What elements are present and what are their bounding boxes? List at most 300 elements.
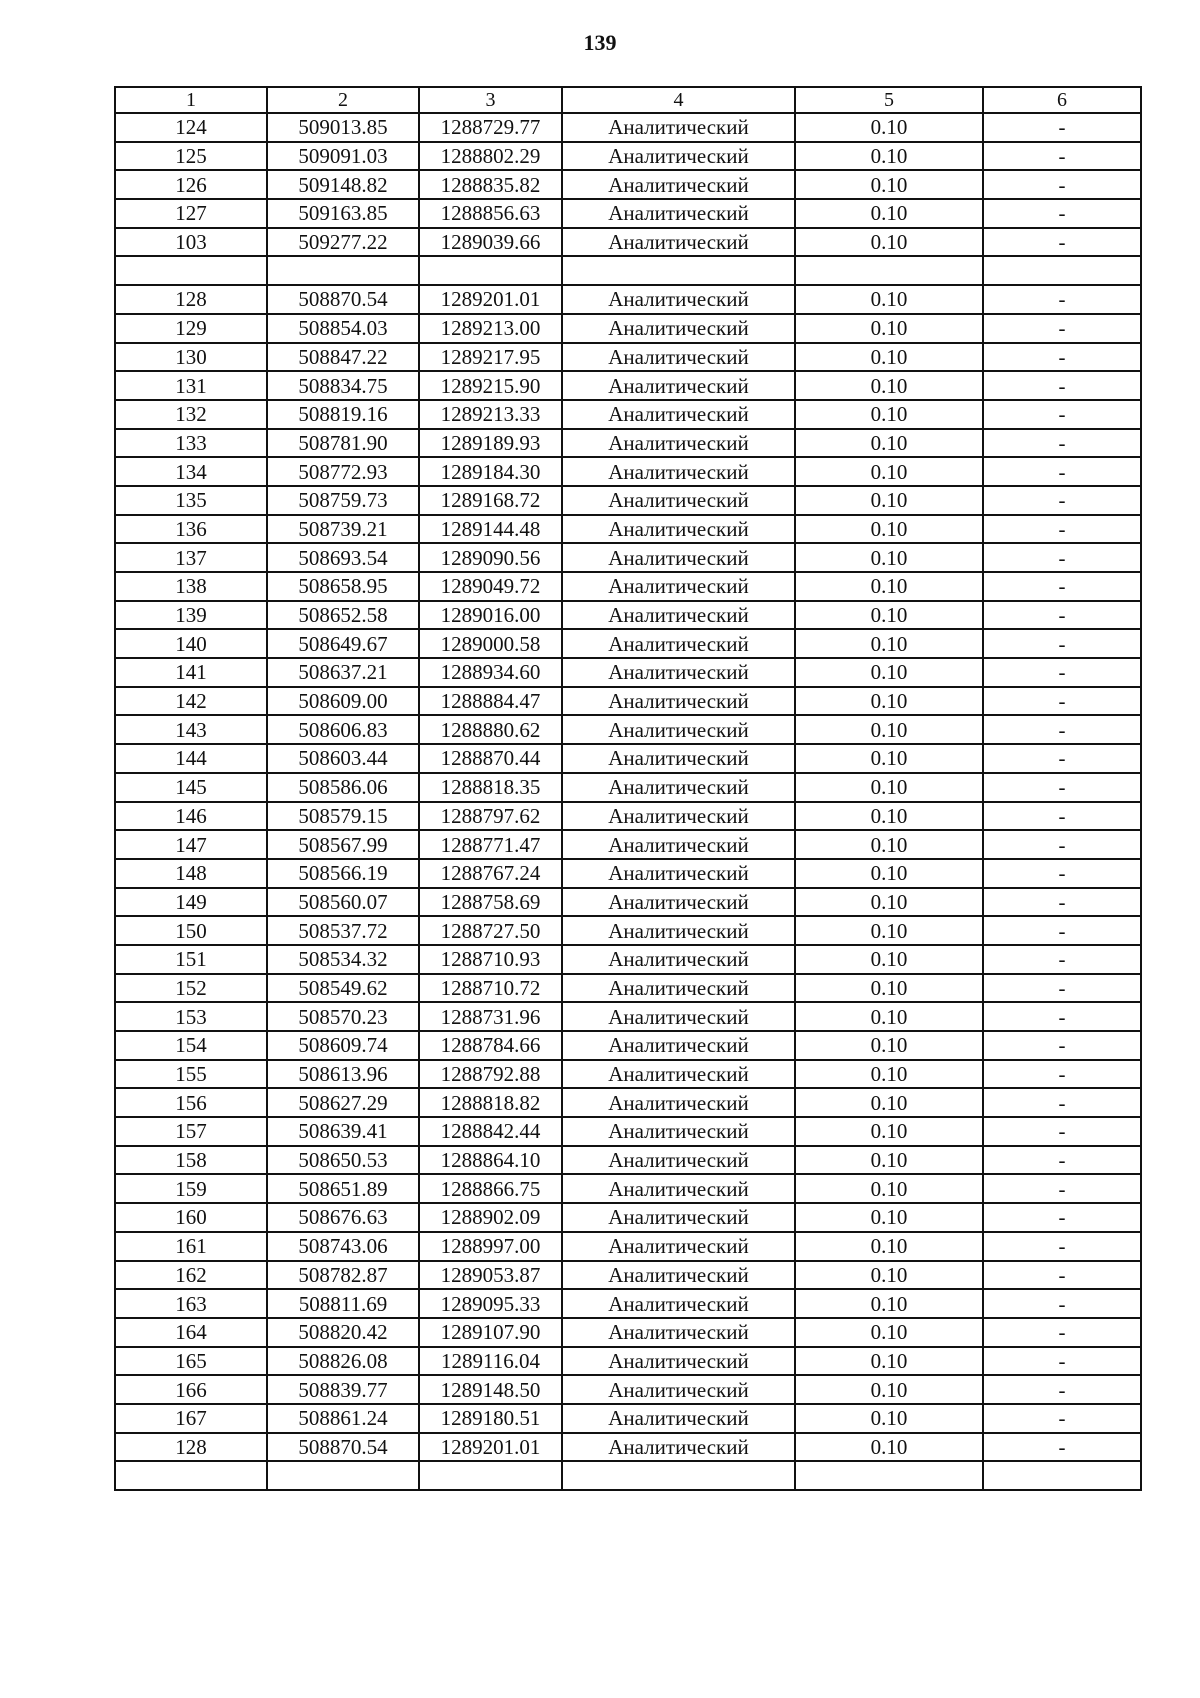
cell-accuracy: 0.10	[795, 916, 983, 945]
table-row	[115, 1232, 1141, 1261]
cell-point-number: 149	[115, 888, 267, 917]
cell-method: Аналитический	[562, 1146, 795, 1175]
cell-method: Аналитический	[562, 601, 795, 630]
cell-accuracy: 0.10	[795, 1060, 983, 1089]
cell-y-coordinate: 1289168.72	[419, 486, 562, 515]
cell-accuracy: 0.10	[795, 1031, 983, 1060]
cell-point-number: 164	[115, 1318, 267, 1347]
header-cell-col-4: 4	[562, 87, 795, 113]
cell-x-coordinate: 508819.16	[267, 400, 419, 429]
table-row	[115, 974, 1141, 1003]
cell-accuracy: 0.10	[795, 744, 983, 773]
cell-accuracy: 0.10	[795, 1375, 983, 1404]
cell-method: Аналитический	[562, 687, 795, 716]
cell-method: Аналитический	[562, 859, 795, 888]
cell-y-coordinate: 1288802.29	[419, 142, 562, 171]
table-row	[115, 457, 1141, 486]
cell-note: -	[983, 601, 1141, 630]
cell-y-coordinate: 1288731.96	[419, 1002, 562, 1031]
cell-y-coordinate: 1289116.04	[419, 1347, 562, 1376]
cell-accuracy: 0.10	[795, 285, 983, 314]
cell-note: -	[983, 228, 1141, 257]
cell-point-number: 142	[115, 687, 267, 716]
table-row	[115, 199, 1141, 228]
cell-x-coordinate: 508609.74	[267, 1031, 419, 1060]
cell-x-coordinate: 509091.03	[267, 142, 419, 171]
cell-accuracy: 0.10	[795, 715, 983, 744]
header-cell-col-1: 1	[115, 87, 267, 113]
cell-x-coordinate: 508649.67	[267, 629, 419, 658]
cell-accuracy: 0.10	[795, 515, 983, 544]
cell-y-coordinate: 1289090.56	[419, 543, 562, 572]
cell-x-coordinate: 508651.89	[267, 1174, 419, 1203]
cell-accuracy: 0.10	[795, 629, 983, 658]
cell-note: -	[983, 170, 1141, 199]
cell-y-coordinate: 1289217.95	[419, 343, 562, 372]
cell-method: Аналитический	[562, 457, 795, 486]
cell-y-coordinate: 1289107.90	[419, 1318, 562, 1347]
cell-accuracy: 0.10	[795, 601, 983, 630]
cell-y-coordinate: 1289039.66	[419, 228, 562, 257]
cell-method: Аналитический	[562, 830, 795, 859]
cell-accuracy: 0.10	[795, 1232, 983, 1261]
cell-y-coordinate: 1289213.33	[419, 400, 562, 429]
cell-y-coordinate: 1289215.90	[419, 371, 562, 400]
cell-accuracy: 0.10	[795, 543, 983, 572]
cell-method: Аналитический	[562, 429, 795, 458]
cell-point-number: 161	[115, 1232, 267, 1261]
cell-y-coordinate: 1288710.93	[419, 945, 562, 974]
cell-method: Аналитический	[562, 515, 795, 544]
header-cell-col-6: 6	[983, 87, 1141, 113]
cell-x-coordinate: 508586.06	[267, 773, 419, 802]
cell-x-coordinate: 508847.22	[267, 343, 419, 372]
cell-accuracy: 0.10	[795, 572, 983, 601]
table-row	[115, 1375, 1141, 1404]
table-header	[115, 87, 1141, 113]
cell-point-number: 134	[115, 457, 267, 486]
table-row	[115, 687, 1141, 716]
cell-note: -	[983, 687, 1141, 716]
cell-note: -	[983, 629, 1141, 658]
cell-point-number: 148	[115, 859, 267, 888]
cell-y-coordinate: 1288784.66	[419, 1031, 562, 1060]
cell-method: Аналитический	[562, 658, 795, 687]
cell-point-number: 137	[115, 543, 267, 572]
cell-note: -	[983, 974, 1141, 1003]
table-row	[115, 1347, 1141, 1376]
cell-x-coordinate: 508639.41	[267, 1117, 419, 1146]
cell-method: Аналитический	[562, 400, 795, 429]
cell-method: Аналитический	[562, 543, 795, 572]
cell-x-coordinate: 508637.21	[267, 658, 419, 687]
cell-x-coordinate: 508609.00	[267, 687, 419, 716]
cell-note: -	[983, 142, 1141, 171]
cell-accuracy: 0.10	[795, 658, 983, 687]
cell-method: Аналитический	[562, 1289, 795, 1318]
cell-point-number: 163	[115, 1289, 267, 1318]
cell-point-number: 162	[115, 1261, 267, 1290]
cell-method: Аналитический	[562, 629, 795, 658]
table-row	[115, 658, 1141, 687]
cell-note: -	[983, 916, 1141, 945]
cell-note: -	[983, 802, 1141, 831]
cell-point-number: 103	[115, 228, 267, 257]
cell-method: Аналитический	[562, 1002, 795, 1031]
cell-y-coordinate: 1288767.24	[419, 859, 562, 888]
table-row	[115, 429, 1141, 458]
cell-y-coordinate: 1288729.77	[419, 113, 562, 142]
cell-y-coordinate: 1288797.62	[419, 802, 562, 831]
cell-method: Аналитический	[562, 916, 795, 945]
cell-x-coordinate: 509163.85	[267, 199, 419, 228]
cell-accuracy: 0.10	[795, 974, 983, 1003]
cell-method: Аналитический	[562, 1404, 795, 1433]
cell-note: -	[983, 1232, 1141, 1261]
cell-x-coordinate: 508743.06	[267, 1232, 419, 1261]
cell-method: Аналитический	[562, 1318, 795, 1347]
cell-note: -	[983, 715, 1141, 744]
cell-accuracy: 0.10	[795, 1433, 983, 1462]
cell-y-coordinate: 1289184.30	[419, 457, 562, 486]
cell-note: -	[983, 1318, 1141, 1347]
table-row	[115, 1146, 1141, 1175]
cell-x-coordinate: 508870.54	[267, 1433, 419, 1462]
cell-x-coordinate: 508820.42	[267, 1318, 419, 1347]
table-row	[115, 601, 1141, 630]
cell-note: -	[983, 1375, 1141, 1404]
cell-point-number: 145	[115, 773, 267, 802]
cell-accuracy: 0.10	[795, 1318, 983, 1347]
table-row	[115, 142, 1141, 171]
cell-x-coordinate	[267, 256, 419, 285]
cell-y-coordinate: 1289180.51	[419, 1404, 562, 1433]
cell-point-number: 130	[115, 343, 267, 372]
cell-method: Аналитический	[562, 715, 795, 744]
cell-y-coordinate: 1289148.50	[419, 1375, 562, 1404]
cell-accuracy: 0.10	[795, 1117, 983, 1146]
header-cell-col-2: 2	[267, 87, 419, 113]
cell-accuracy: 0.10	[795, 888, 983, 917]
cell-y-coordinate: 1288934.60	[419, 658, 562, 687]
header-row	[115, 87, 1141, 113]
cell-note: -	[983, 1031, 1141, 1060]
cell-note: -	[983, 285, 1141, 314]
cell-x-coordinate: 508839.77	[267, 1375, 419, 1404]
cell-y-coordinate: 1288818.82	[419, 1088, 562, 1117]
cell-method: Аналитический	[562, 572, 795, 601]
cell-method: Аналитический	[562, 1031, 795, 1060]
table-row	[115, 1002, 1141, 1031]
cell-y-coordinate: 1288710.72	[419, 974, 562, 1003]
cell-note	[983, 256, 1141, 285]
cell-point-number: 125	[115, 142, 267, 171]
cell-point-number: 152	[115, 974, 267, 1003]
cell-method: Аналитический	[562, 199, 795, 228]
cell-x-coordinate: 508811.69	[267, 1289, 419, 1318]
cell-x-coordinate: 508870.54	[267, 285, 419, 314]
cell-y-coordinate: 1289000.58	[419, 629, 562, 658]
cell-x-coordinate: 508606.83	[267, 715, 419, 744]
cell-point-number: 132	[115, 400, 267, 429]
cell-note: -	[983, 543, 1141, 572]
cell-note: -	[983, 371, 1141, 400]
table-row	[115, 1404, 1141, 1433]
table-row	[115, 314, 1141, 343]
cell-x-coordinate: 508834.75	[267, 371, 419, 400]
table-row	[115, 113, 1141, 142]
cell-point-number: 167	[115, 1404, 267, 1433]
cell-note: -	[983, 744, 1141, 773]
cell-y-coordinate: 1288758.69	[419, 888, 562, 917]
cell-point-number: 165	[115, 1347, 267, 1376]
cell-point-number	[115, 1461, 267, 1490]
cell-point-number: 128	[115, 1433, 267, 1462]
cell-note: -	[983, 888, 1141, 917]
cell-accuracy: 0.10	[795, 945, 983, 974]
cell-accuracy: 0.10	[795, 830, 983, 859]
cell-x-coordinate: 508826.08	[267, 1347, 419, 1376]
table-row	[115, 1060, 1141, 1089]
cell-method: Аналитический	[562, 1117, 795, 1146]
cell-point-number: 156	[115, 1088, 267, 1117]
cell-method: Аналитический	[562, 343, 795, 372]
cell-x-coordinate: 508566.19	[267, 859, 419, 888]
cell-y-coordinate: 1288856.63	[419, 199, 562, 228]
cell-x-coordinate: 508570.23	[267, 1002, 419, 1031]
cell-y-coordinate: 1289213.00	[419, 314, 562, 343]
cell-accuracy: 0.10	[795, 802, 983, 831]
cell-y-coordinate: 1288866.75	[419, 1174, 562, 1203]
coordinates-table	[114, 86, 1142, 1491]
cell-method	[562, 256, 795, 285]
cell-accuracy	[795, 1461, 983, 1490]
cell-y-coordinate: 1288902.09	[419, 1203, 562, 1232]
table-row	[115, 486, 1141, 515]
cell-accuracy: 0.10	[795, 1088, 983, 1117]
cell-note	[983, 1461, 1141, 1490]
cell-point-number: 129	[115, 314, 267, 343]
table-body	[115, 113, 1141, 1490]
cell-point-number: 154	[115, 1031, 267, 1060]
cell-point-number: 159	[115, 1174, 267, 1203]
cell-x-coordinate: 508627.29	[267, 1088, 419, 1117]
cell-note: -	[983, 1261, 1141, 1290]
table-row	[115, 1203, 1141, 1232]
cell-note: -	[983, 572, 1141, 601]
cell-accuracy: 0.10	[795, 142, 983, 171]
table-row	[115, 256, 1141, 285]
cell-note: -	[983, 1289, 1141, 1318]
cell-note: -	[983, 199, 1141, 228]
table-row	[115, 1174, 1141, 1203]
cell-accuracy: 0.10	[795, 1289, 983, 1318]
cell-accuracy: 0.10	[795, 687, 983, 716]
cell-y-coordinate: 1288864.10	[419, 1146, 562, 1175]
cell-x-coordinate: 508739.21	[267, 515, 419, 544]
cell-y-coordinate: 1288792.88	[419, 1060, 562, 1089]
cell-note: -	[983, 945, 1141, 974]
cell-x-coordinate: 508861.24	[267, 1404, 419, 1433]
cell-accuracy: 0.10	[795, 170, 983, 199]
table-row	[115, 1261, 1141, 1290]
cell-y-coordinate: 1289095.33	[419, 1289, 562, 1318]
cell-point-number: 141	[115, 658, 267, 687]
cell-accuracy: 0.10	[795, 1146, 983, 1175]
cell-point-number: 128	[115, 285, 267, 314]
cell-accuracy: 0.10	[795, 1203, 983, 1232]
cell-y-coordinate	[419, 256, 562, 285]
cell-x-coordinate: 509013.85	[267, 113, 419, 142]
cell-y-coordinate: 1289016.00	[419, 601, 562, 630]
cell-method: Аналитический	[562, 314, 795, 343]
table-row	[115, 285, 1141, 314]
table-row	[115, 629, 1141, 658]
cell-note: -	[983, 429, 1141, 458]
cell-y-coordinate: 1288771.47	[419, 830, 562, 859]
cell-x-coordinate: 508759.73	[267, 486, 419, 515]
cell-method: Аналитический	[562, 113, 795, 142]
table-row	[115, 343, 1141, 372]
cell-note: -	[983, 1060, 1141, 1089]
cell-accuracy: 0.10	[795, 1261, 983, 1290]
cell-y-coordinate: 1289201.01	[419, 1433, 562, 1462]
cell-point-number: 139	[115, 601, 267, 630]
cell-x-coordinate: 508781.90	[267, 429, 419, 458]
table-row	[115, 1289, 1141, 1318]
cell-point-number: 140	[115, 629, 267, 658]
cell-x-coordinate: 508782.87	[267, 1261, 419, 1290]
cell-y-coordinate: 1288835.82	[419, 170, 562, 199]
cell-point-number: 155	[115, 1060, 267, 1089]
cell-accuracy: 0.10	[795, 859, 983, 888]
cell-accuracy: 0.10	[795, 486, 983, 515]
cell-method: Аналитический	[562, 1203, 795, 1232]
cell-point-number: 147	[115, 830, 267, 859]
cell-accuracy: 0.10	[795, 371, 983, 400]
cell-method	[562, 1461, 795, 1490]
cell-x-coordinate: 508772.93	[267, 457, 419, 486]
table-row	[115, 859, 1141, 888]
cell-y-coordinate: 1289189.93	[419, 429, 562, 458]
cell-method: Аналитический	[562, 1375, 795, 1404]
table-row	[115, 228, 1141, 257]
cell-x-coordinate: 508579.15	[267, 802, 419, 831]
cell-method: Аналитический	[562, 974, 795, 1003]
cell-note: -	[983, 1002, 1141, 1031]
cell-y-coordinate: 1288997.00	[419, 1232, 562, 1261]
cell-point-number: 146	[115, 802, 267, 831]
cell-note: -	[983, 314, 1141, 343]
cell-point-number: 138	[115, 572, 267, 601]
cell-accuracy: 0.10	[795, 429, 983, 458]
cell-note: -	[983, 1174, 1141, 1203]
cell-note: -	[983, 859, 1141, 888]
cell-x-coordinate: 508537.72	[267, 916, 419, 945]
cell-method: Аналитический	[562, 228, 795, 257]
cell-point-number: 131	[115, 371, 267, 400]
cell-x-coordinate: 509148.82	[267, 170, 419, 199]
cell-y-coordinate: 1288842.44	[419, 1117, 562, 1146]
cell-accuracy: 0.10	[795, 1347, 983, 1376]
cell-point-number: 136	[115, 515, 267, 544]
cell-x-coordinate: 508534.32	[267, 945, 419, 974]
cell-y-coordinate: 1288727.50	[419, 916, 562, 945]
cell-accuracy: 0.10	[795, 314, 983, 343]
table-row	[115, 572, 1141, 601]
cell-x-coordinate: 508658.95	[267, 572, 419, 601]
cell-accuracy: 0.10	[795, 199, 983, 228]
cell-note: -	[983, 343, 1141, 372]
cell-note: -	[983, 515, 1141, 544]
cell-note: -	[983, 830, 1141, 859]
cell-point-number: 144	[115, 744, 267, 773]
cell-accuracy: 0.10	[795, 457, 983, 486]
cell-accuracy: 0.10	[795, 773, 983, 802]
table-row	[115, 1433, 1141, 1462]
cell-y-coordinate: 1288884.47	[419, 687, 562, 716]
table-row	[115, 888, 1141, 917]
cell-method: Аналитический	[562, 1347, 795, 1376]
table-row	[115, 916, 1141, 945]
cell-method: Аналитический	[562, 1433, 795, 1462]
cell-point-number: 157	[115, 1117, 267, 1146]
header-cell-col-5: 5	[795, 87, 983, 113]
cell-note: -	[983, 400, 1141, 429]
table-row	[115, 371, 1141, 400]
cell-method: Аналитический	[562, 1232, 795, 1261]
cell-y-coordinate: 1289049.72	[419, 572, 562, 601]
cell-accuracy: 0.10	[795, 1002, 983, 1031]
cell-y-coordinate: 1289144.48	[419, 515, 562, 544]
table-row	[115, 744, 1141, 773]
table-row	[115, 945, 1141, 974]
cell-point-number	[115, 256, 267, 285]
cell-point-number: 135	[115, 486, 267, 515]
cell-y-coordinate: 1288818.35	[419, 773, 562, 802]
cell-x-coordinate	[267, 1461, 419, 1490]
cell-method: Аналитический	[562, 285, 795, 314]
cell-y-coordinate	[419, 1461, 562, 1490]
cell-method: Аналитический	[562, 802, 795, 831]
cell-note: -	[983, 113, 1141, 142]
table-row	[115, 400, 1141, 429]
table-row	[115, 1318, 1141, 1347]
cell-point-number: 160	[115, 1203, 267, 1232]
cell-point-number: 124	[115, 113, 267, 142]
cell-point-number: 126	[115, 170, 267, 199]
cell-note: -	[983, 486, 1141, 515]
table-row	[115, 1031, 1141, 1060]
cell-note: -	[983, 1117, 1141, 1146]
cell-method: Аналитический	[562, 945, 795, 974]
cell-method: Аналитический	[562, 744, 795, 773]
cell-x-coordinate: 508650.53	[267, 1146, 419, 1175]
cell-point-number: 150	[115, 916, 267, 945]
cell-note: -	[983, 1088, 1141, 1117]
cell-x-coordinate: 508567.99	[267, 830, 419, 859]
header-cell-col-3: 3	[419, 87, 562, 113]
cell-note: -	[983, 1404, 1141, 1433]
cell-x-coordinate: 508560.07	[267, 888, 419, 917]
cell-point-number: 127	[115, 199, 267, 228]
cell-x-coordinate: 508854.03	[267, 314, 419, 343]
cell-point-number: 143	[115, 715, 267, 744]
cell-y-coordinate: 1288880.62	[419, 715, 562, 744]
cell-method: Аналитический	[562, 888, 795, 917]
cell-note: -	[983, 1433, 1141, 1462]
cell-x-coordinate: 508613.96	[267, 1060, 419, 1089]
